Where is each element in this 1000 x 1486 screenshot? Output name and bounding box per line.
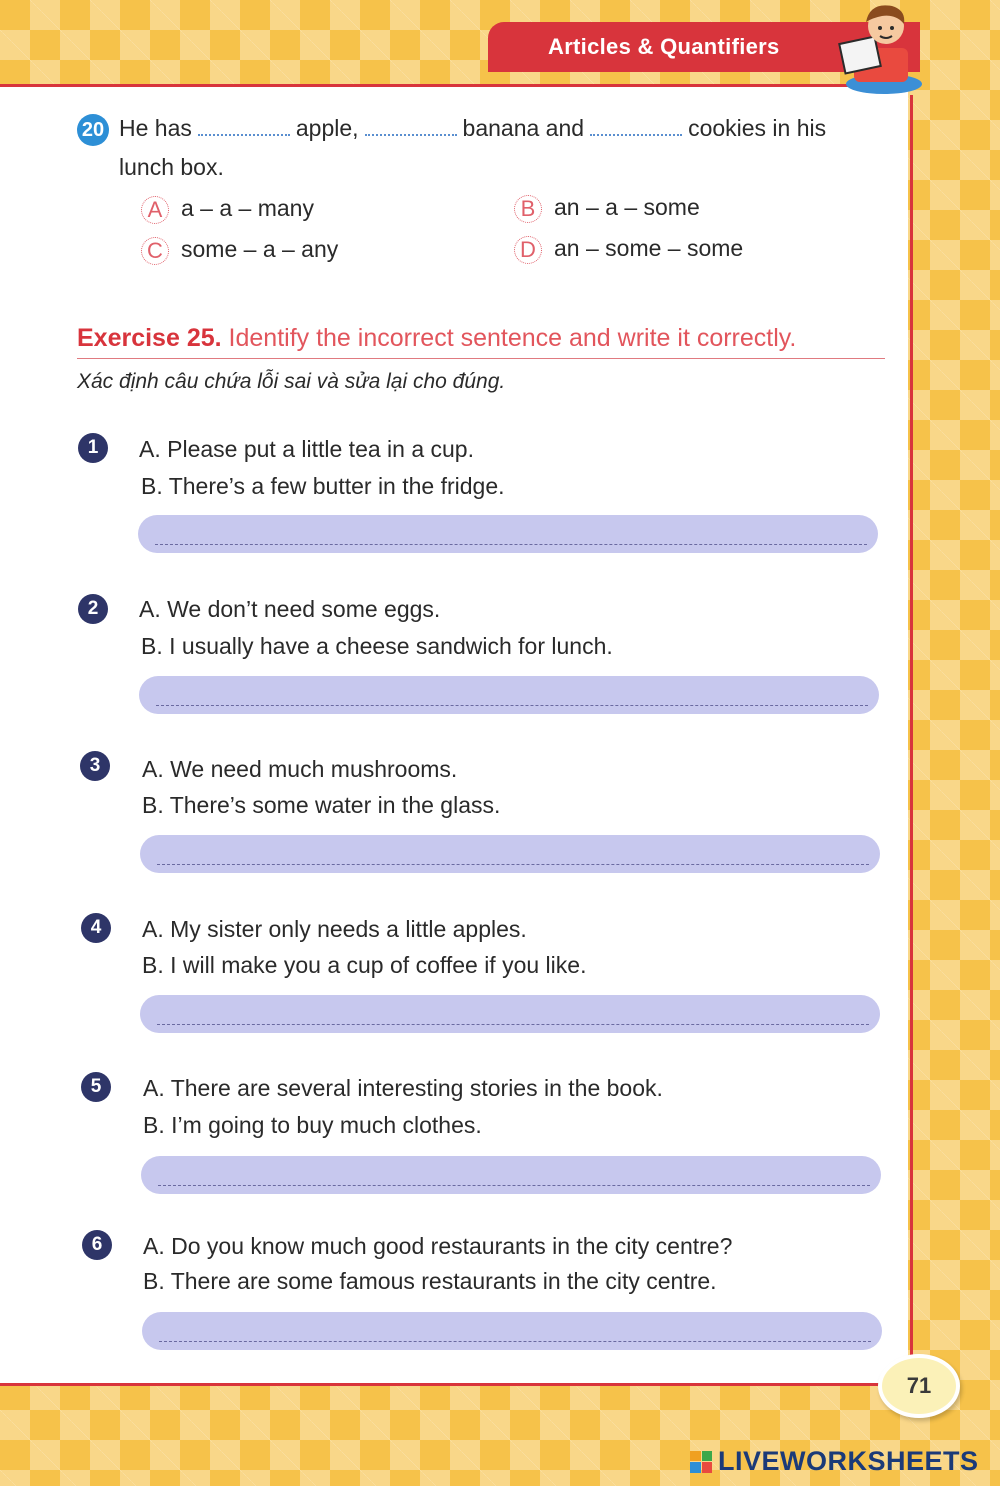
option-c-marker[interactable]: C: [141, 237, 169, 265]
item-3-sentence-a: A. We need much mushrooms.: [142, 756, 458, 782]
blank-2[interactable]: [365, 116, 457, 136]
option-b-marker[interactable]: B: [514, 195, 542, 223]
item-6-answer-line: [159, 1341, 871, 1342]
item-6-badge: 6: [82, 1230, 112, 1260]
question-20-line-2: lunch box.: [119, 154, 224, 180]
item-4-sentence-a: A. My sister only needs a little apples.: [142, 916, 527, 942]
item-2-sentence-b: B. I usually have a cheese sandwich for lunch.: [141, 633, 613, 659]
item-1-sentence-b: B. There’s a few butter in the fridge.: [141, 473, 505, 499]
item-1-answer-field[interactable]: [138, 515, 878, 553]
page-number-badge: 71: [878, 1354, 960, 1418]
item-5-sentence-b: B. I’m going to buy much clothes.: [143, 1112, 482, 1138]
bottom-rule: [0, 1383, 880, 1386]
item-6-sentence-b: B. There are some famous restaurants in the city centre.: [143, 1268, 717, 1294]
item-6-answer-field[interactable]: [142, 1312, 882, 1350]
blank-3[interactable]: [590, 116, 682, 136]
item-2-badge: 2: [78, 594, 108, 624]
option-d-marker[interactable]: D: [514, 236, 542, 264]
item-4-badge: 4: [81, 913, 111, 943]
item-1-answer-line: [155, 544, 867, 545]
option-a-text: a – a – many: [181, 195, 314, 221]
item-3-badge: 3: [80, 751, 110, 781]
liveworksheets-logo-icon: [690, 1451, 712, 1473]
item-4-answer-field[interactable]: [140, 995, 880, 1033]
right-rule: [910, 95, 913, 1385]
question-20-line-1: He has apple, banana and cookies in his: [119, 115, 827, 141]
top-rule: [0, 84, 915, 87]
item-2-answer-line: [156, 705, 868, 706]
item-5-answer-line: [158, 1185, 870, 1186]
item-3-answer-line: [157, 864, 869, 865]
reading-boy-icon: [836, 0, 926, 96]
question-20-badge: 20: [77, 114, 109, 146]
blank-1[interactable]: [198, 116, 290, 136]
item-1-badge: 1: [78, 433, 108, 463]
item-1-sentence-a: A. Please put a little tea in a cup.: [139, 436, 474, 462]
exercise-subtitle: Xác định câu chứa lỗi sai và sửa lại cho đúng.: [77, 370, 506, 393]
item-5-answer-field[interactable]: [141, 1156, 881, 1194]
item-4-answer-line: [157, 1024, 869, 1025]
option-b-text: an – a – some: [554, 194, 700, 220]
liveworksheets-logo: LIVEWORKSHEETS: [690, 1446, 979, 1477]
item-4-sentence-b: B. I will make you a cup of coffee if you like.: [142, 952, 587, 978]
option-c-text: some – a – any: [181, 236, 339, 262]
exercise-divider: [77, 358, 885, 359]
item-2-answer-field[interactable]: [139, 676, 879, 714]
item-3-answer-field[interactable]: [140, 835, 880, 873]
exercise-title: Exercise 25. Identify the incorrect sentence and write it correctly.: [77, 324, 797, 352]
item-3-sentence-b: B. There’s some water in the glass.: [142, 792, 501, 818]
item-6-sentence-a: A. Do you know much good restaurants in the city centre?: [143, 1233, 733, 1259]
item-2-sentence-a: A. We don’t need some eggs.: [139, 596, 441, 622]
option-a-marker[interactable]: A: [141, 196, 169, 224]
chapter-title: Articles & Quantifiers: [548, 34, 780, 59]
item-5-badge: 5: [81, 1072, 111, 1102]
item-5-sentence-a: A. There are several interesting stories in the book.: [143, 1075, 663, 1101]
option-d-text: an – some – some: [554, 235, 744, 261]
